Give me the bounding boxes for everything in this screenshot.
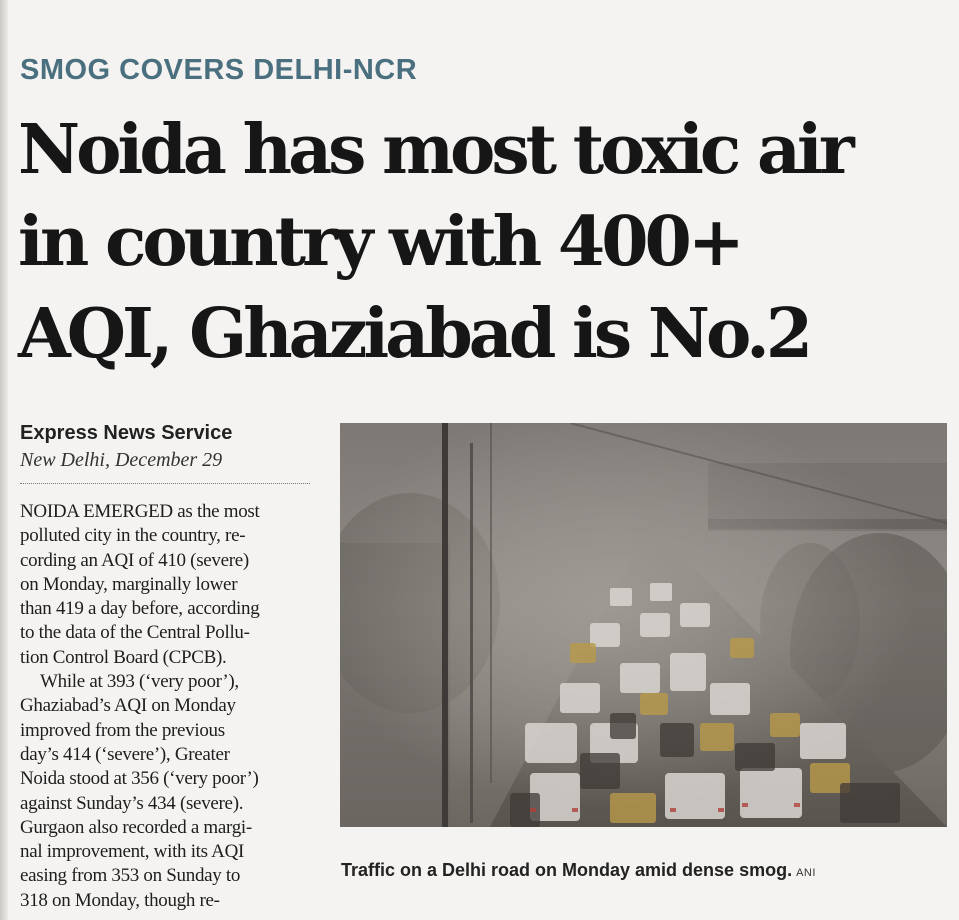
body-line: against Sunday’s 434 (severe).: [20, 792, 244, 814]
body-line: than 419 a day before, according: [20, 598, 260, 620]
body-line: 318 on Monday, though re-: [20, 889, 220, 911]
body-line: NOIDA EMERGED as the most: [20, 501, 260, 522]
body-line: to the data of the Central Pollu-: [20, 622, 250, 644]
smog-traffic-photo: [340, 423, 947, 827]
body-line: tion Control Board (CPCB).: [20, 646, 227, 668]
divider: [20, 483, 310, 484]
byline: Express News Service: [20, 422, 233, 444]
headline-line: Noida has most toxic air: [18, 110, 851, 190]
body-line: on Monday, marginally lower: [20, 573, 238, 595]
body-line: day’s 414 (‘severe’), Greater: [20, 743, 230, 765]
article-body: [20, 500, 312, 913]
body-line: Noida stood at 356 (‘very poor’): [20, 768, 259, 790]
body-line: While at 393 (‘very poor’),: [40, 671, 239, 693]
headline-line: AQI, Ghaziabad is No.2: [18, 294, 810, 374]
body-line: cording an AQI of 410 (severe): [20, 549, 249, 571]
body-line: nal improvement, with its AQI: [20, 841, 245, 863]
body-line: easing from 353 on Sunday to: [20, 865, 241, 887]
headline: [18, 104, 953, 380]
dateline: New Delhi, December 29: [20, 449, 223, 471]
page-edge: [0, 0, 8, 920]
body-line: Ghaziabad’s AQI on Monday: [20, 695, 236, 717]
body-line: improved from the previous: [20, 719, 225, 741]
kicker: SMOG COVERS DELHI-NCR: [20, 54, 418, 86]
caption-text: Traffic on a Delhi road on Monday amid dense smog.: [341, 860, 793, 880]
body-line: polluted city in the country, re-: [20, 525, 246, 547]
photo-caption: [341, 860, 816, 881]
headline-line: in country with 400+: [18, 202, 741, 282]
photo-credit: ANI: [796, 867, 816, 879]
body-line: Gurgaon also recorded a margi-: [20, 816, 252, 838]
